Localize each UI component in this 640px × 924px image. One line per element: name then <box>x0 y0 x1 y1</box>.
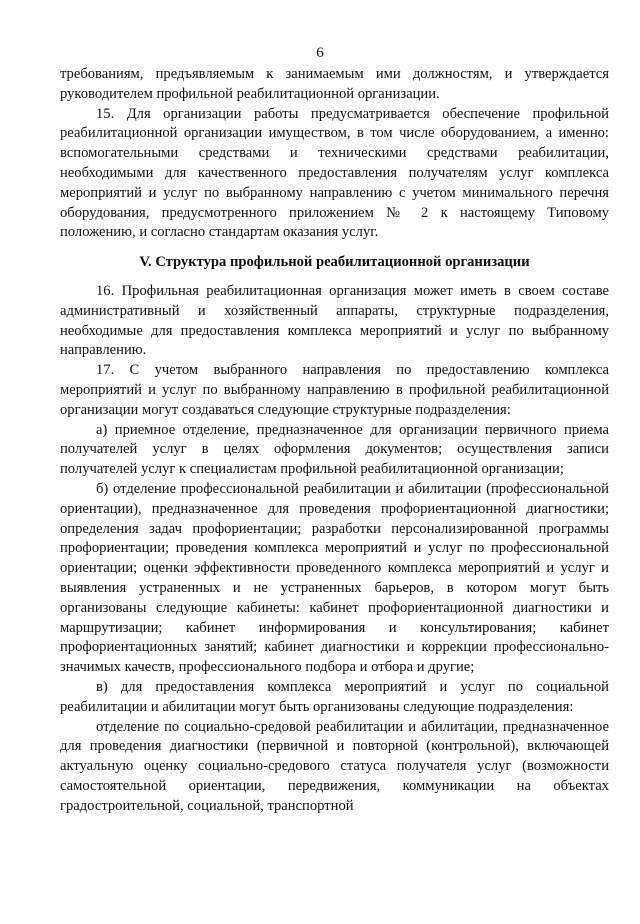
paragraph-17b: б) отделение профессиональной реабилитации и абилитации (профессиональной ориентации), предназначенное для проведения профориентационной диагностики; определения задач профориентации; разработки персонализированной программы профориентации; проведения комплекса мероприятий и услуг по профессиональной ориентации; оценки эффективности проведенного комплекса мероприятий и услуг и выявления устраненных и не устраненных барьеров, в котором могут быть организованы следующие кабинеты: кабинет профориентационной диагностики и маршрутизации; кабинет информирования и консультирования; кабинет профориентационных занятий; кабинет диагностики и коррекции профессионально-значимых качеств, профессионального подбора и отбора и другие; <box>60 480 609 676</box>
paragraph-15: 15. Для организации работы предусматривается обеспечение профильной реабилитационной организации имуществом, в том числе оборудованием, а именно: вспомогательными средствами и техническими средствами реабилитации, необходимыми для качественного предоставления получателям услуг комплекса мероприятий и услуг по выбранному направлению с учетом минимального перечня оборудования, предусмотренного приложением № 2 к настоящему Типовому положению, и согласно стандартам оказания услуг. <box>60 105 609 241</box>
paragraph-17v-item: отделение по социально-средовой реабилитации и абилитации, предназначенное для проведения диагностики (первичной и повторной (контрольной), включающей актуальную оценку социально-средового статуса получателя услуг (возможности самостоятельной ориентации, передвижения, коммуникации на объектах градостроительной, социальной, транспортной <box>60 718 609 814</box>
paragraph-continuation: требованиям, предъявляемым к занимаемым ими должностям, и утверждается руководителем профильной реабилитационной организации. <box>60 66 609 102</box>
paragraph-17a: а) приемное отделение, предназначенное для организации первичного приема получателей услуг в целях оформления документов; осуществления записи получателей услуг к специалистам профильной реабилитационной организации; <box>60 421 609 478</box>
paragraph-17v: в) для предоставления комплекса мероприятий и услуг по социальной реабилитации и абилитации могут быть организованы следующие подразделения: <box>60 678 609 715</box>
document-body <box>60 65 609 816</box>
page-number: 6 <box>316 45 324 61</box>
section-heading: V. Структура профильной реабилитационной организации <box>139 254 530 271</box>
paragraph-17: 17. С учетом выбранного направления по предоставлению комплекса мероприятий и услуг по выбранному направлению в профильной реабилитационной организации могут создаваться следующие структурные подразделения: <box>60 362 609 418</box>
paragraph-16: 16. Профильная реабилитационная организация может иметь в своем составе административный и хозяйственный аппараты, структурные подразделения, необходимые для предоставления комплекса мероприятий и услуг по выбранному направлению. <box>60 282 609 359</box>
